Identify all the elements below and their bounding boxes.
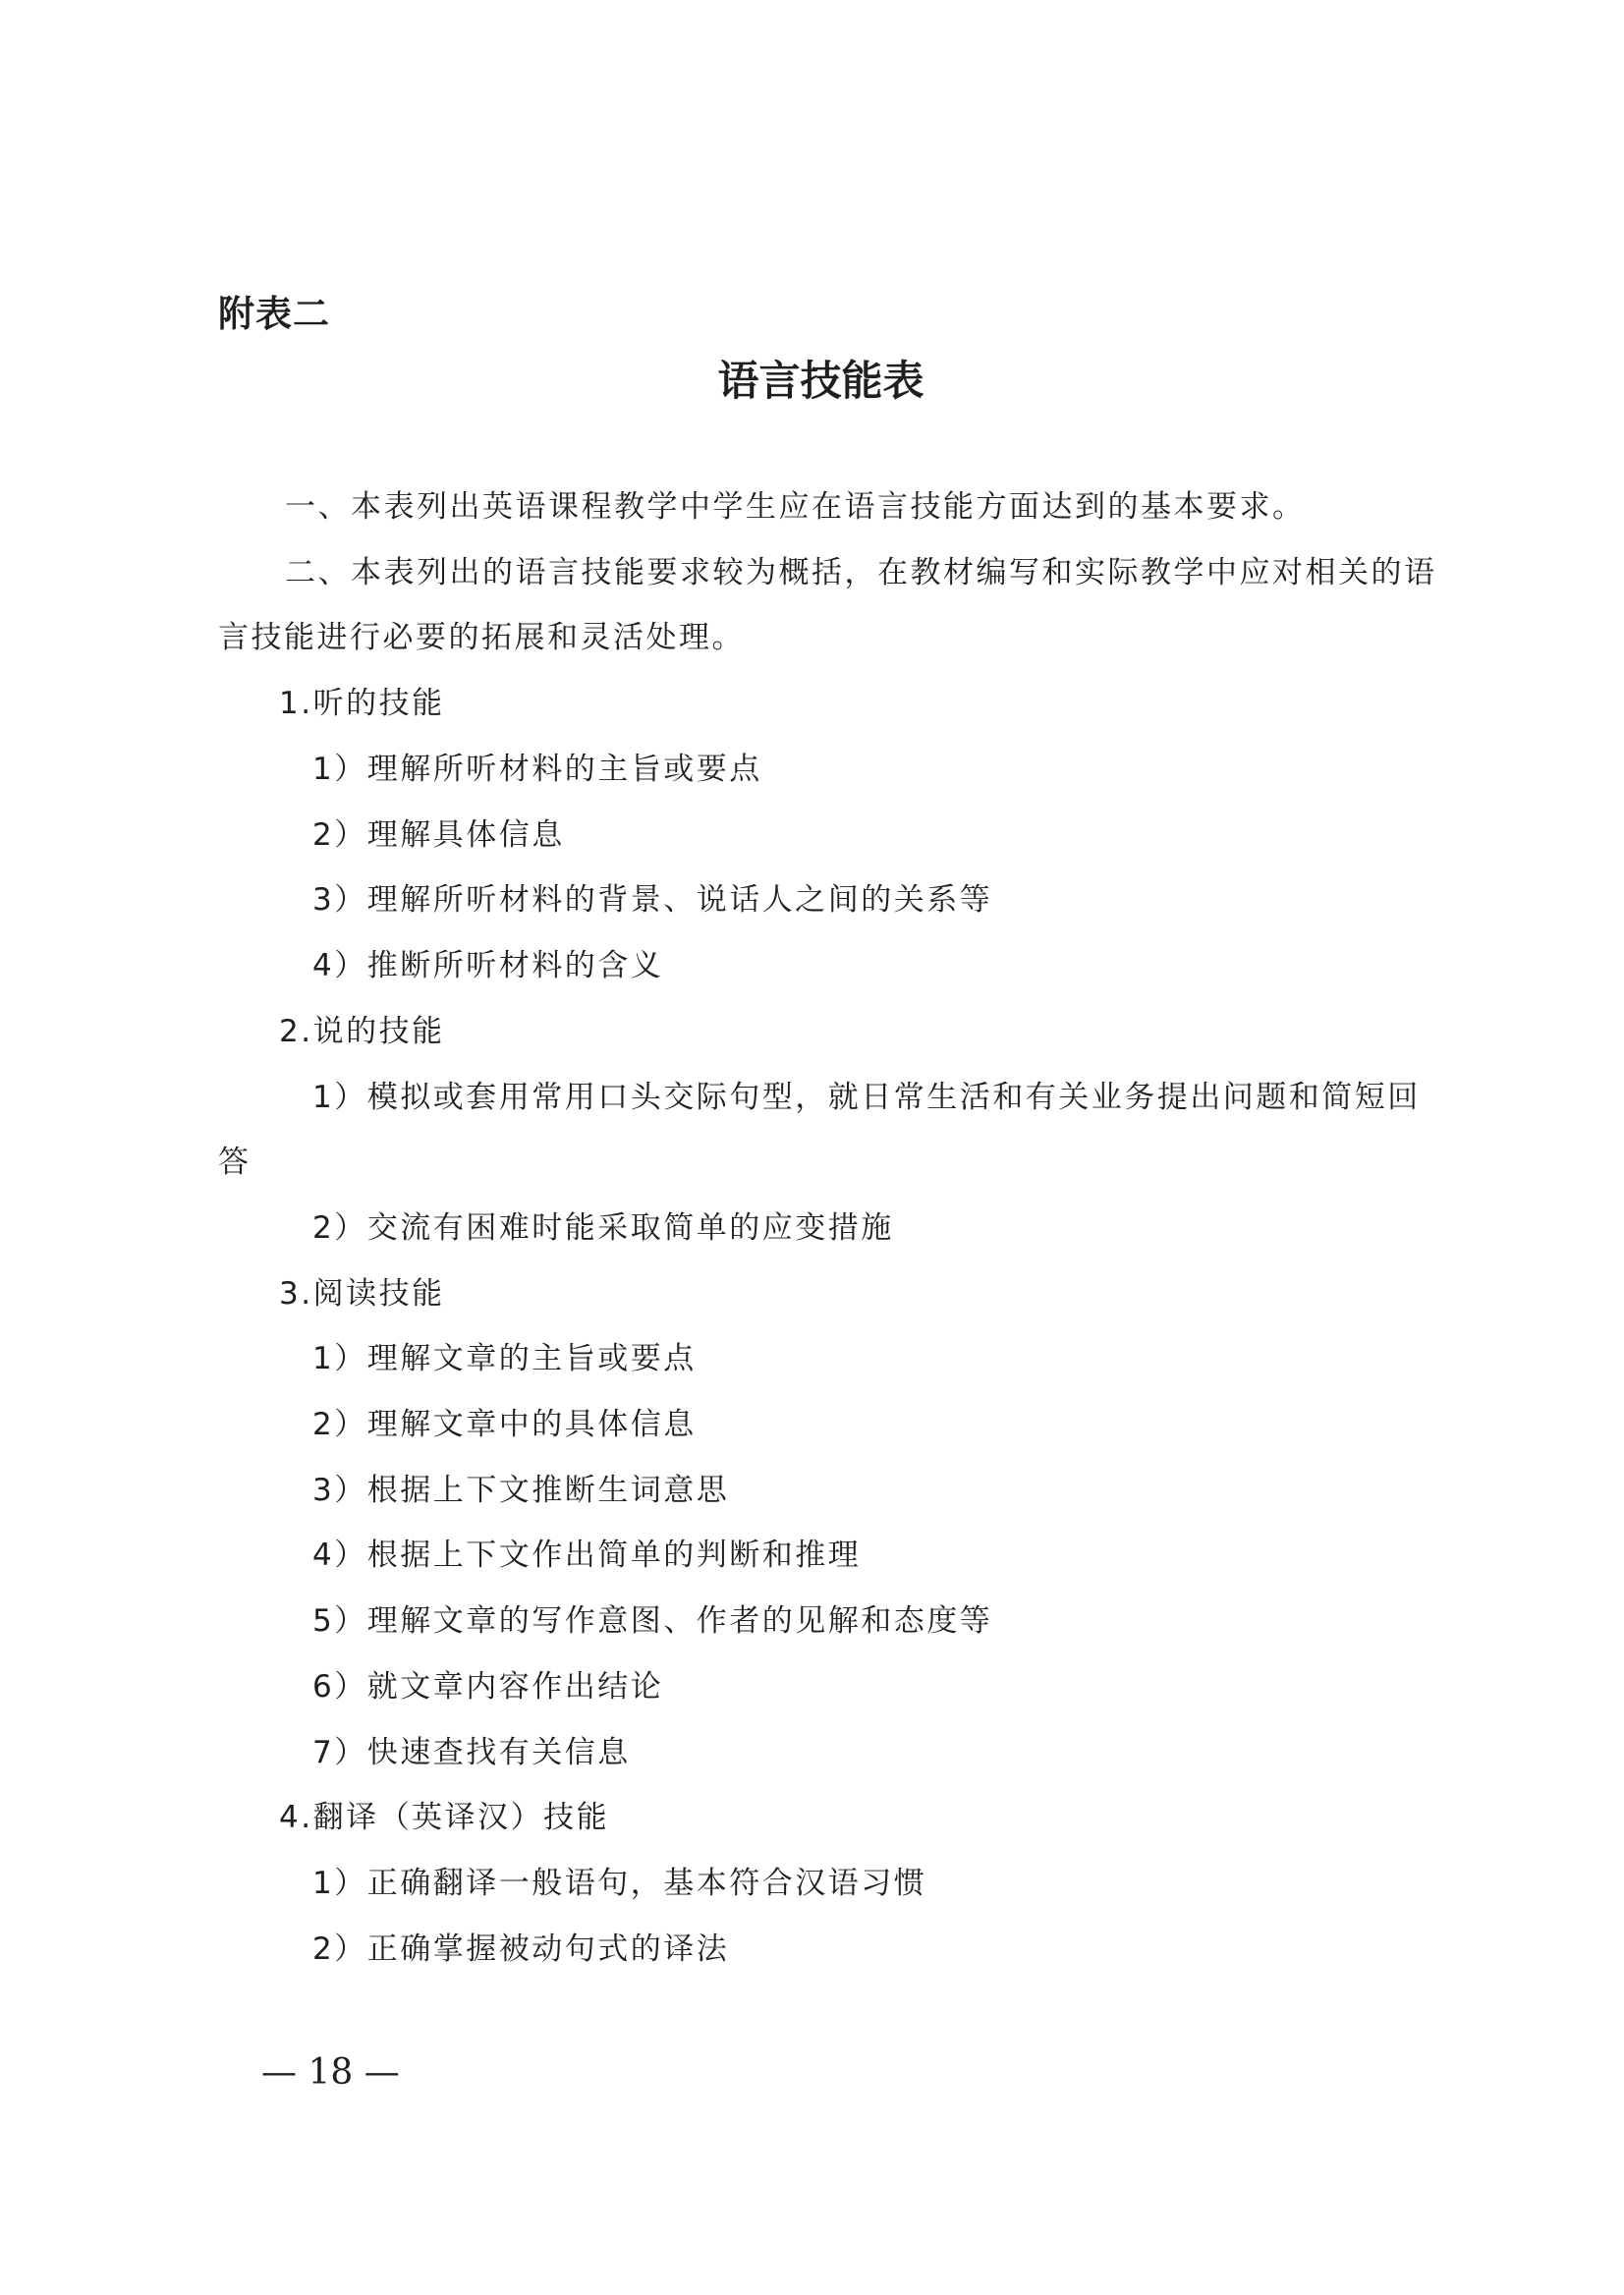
translation-item-2: 2）正确掌握被动句式的译法	[312, 1931, 730, 1967]
intro-point-2-line-1: 二、本表列出的语言技能要求较为概括，在教材编写和实际教学中应对相关的语	[285, 555, 1437, 590]
reading-item-2: 2）理解文章中的具体信息	[312, 1407, 697, 1442]
page-title: 语言技能表	[717, 357, 924, 405]
speaking-item-1-line-2: 答	[218, 1145, 252, 1180]
speaking-item-1-line-1: 1）模拟或套用常用口头交际句型，就日常生活和有关业务提出问题和简短回	[312, 1080, 1421, 1115]
page-number: — 18 —	[261, 2052, 400, 2093]
section-heading-listening: 1.听的技能	[279, 686, 445, 721]
appendix-label: 附表二	[218, 293, 330, 335]
translation-item-1: 1）正确翻译一般语句，基本符合汉语习惯	[312, 1866, 927, 1901]
listening-item-2: 2）理解具体信息	[312, 817, 565, 853]
listening-item-1: 1）理解所听材料的主旨或要点	[312, 752, 762, 787]
listening-item-4: 4）推断所听材料的含义	[312, 948, 664, 983]
reading-item-7: 7）快速查找有关信息	[312, 1735, 631, 1770]
intro-point-2-line-2: 言技能进行必要的拓展和灵活处理。	[218, 620, 745, 655]
section-heading-reading: 3.阅读技能	[279, 1276, 445, 1312]
reading-item-5: 5）理解文章的写作意图、作者的见解和态度等	[312, 1603, 993, 1639]
listening-item-3: 3）理解所听材料的背景、说话人之间的关系等	[312, 882, 993, 918]
section-heading-translation: 4.翻译（英译汉）技能	[279, 1800, 610, 1835]
speaking-item-2: 2）交流有困难时能采取简单的应变措施	[312, 1210, 894, 1246]
reading-item-3: 3）根据上下文推断生词意思	[312, 1473, 730, 1508]
intro-point-1: 一、本表列出英语课程教学中学生应在语言技能方面达到的基本要求。	[285, 489, 1306, 525]
reading-item-6: 6）就文章内容作出结论	[312, 1669, 664, 1705]
reading-item-1: 1）理解文章的主旨或要点	[312, 1341, 697, 1376]
reading-item-4: 4）根据上下文作出简单的判断和推理	[312, 1538, 862, 1573]
section-heading-speaking: 2.说的技能	[279, 1014, 445, 1049]
